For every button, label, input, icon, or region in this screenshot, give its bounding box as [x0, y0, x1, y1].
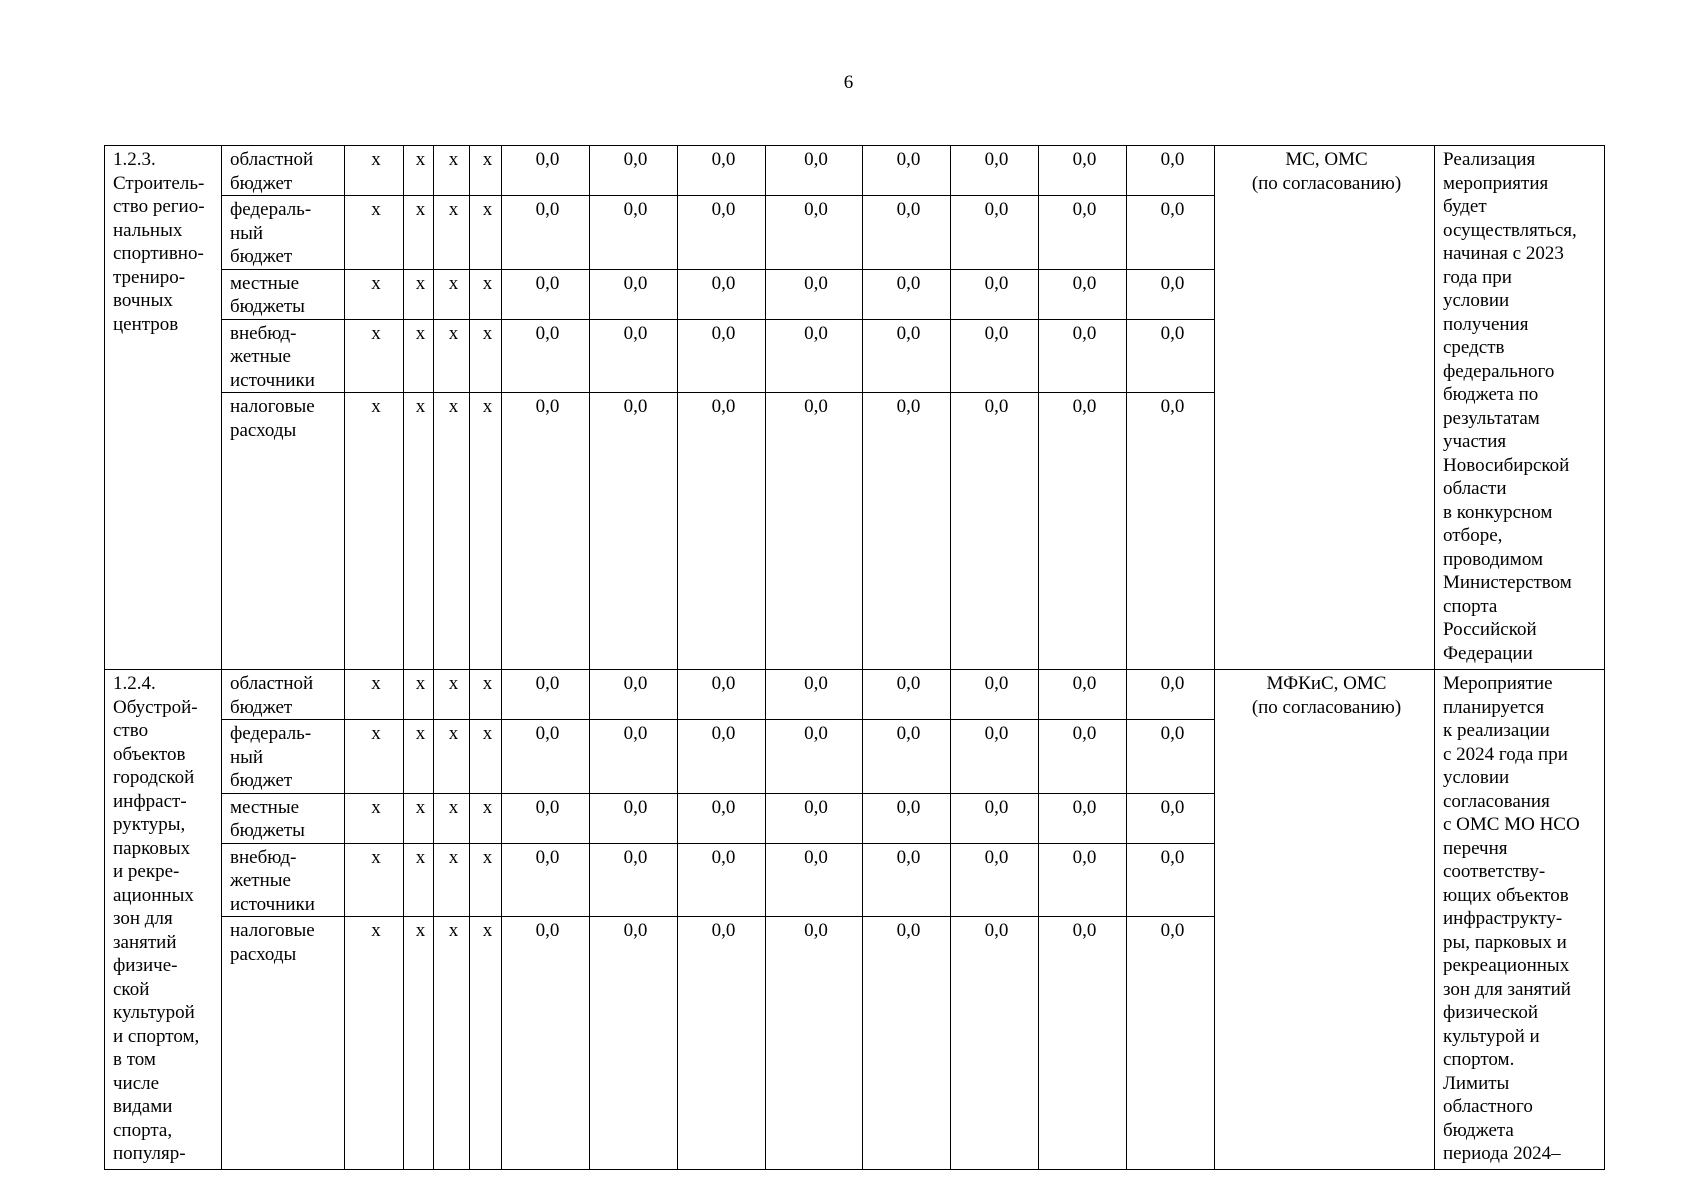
- not-applicable-cell: [345, 917, 404, 1170]
- amount-cell: [502, 793, 590, 843]
- not-applicable-cell-text: х: [482, 920, 493, 941]
- amount-cell: [678, 146, 766, 196]
- amount-cell: [678, 269, 766, 319]
- amount-cell: [766, 393, 863, 670]
- budget-table: [104, 145, 1605, 1170]
- amount-cell: [678, 917, 766, 1170]
- not-applicable-cell-text: х: [415, 396, 426, 417]
- not-applicable-cell: [404, 917, 434, 1170]
- not-applicable-cell: [434, 843, 470, 917]
- not-applicable-cell: [470, 843, 502, 917]
- not-applicable-cell: [404, 393, 434, 670]
- amount-cell-text: 0,0: [804, 673, 828, 694]
- not-applicable-cell-text: х: [415, 272, 426, 294]
- not-applicable-cell: [470, 146, 502, 196]
- not-applicable-cell: [470, 269, 502, 319]
- amount-cell: [590, 843, 678, 917]
- note-cell: [1435, 146, 1605, 670]
- not-applicable-cell: [345, 670, 404, 720]
- amount-cell-text: 0,0: [896, 272, 921, 294]
- funding-source-cell-text: налоговые расходы: [230, 920, 315, 965]
- amount-cell-text: 0,0: [984, 322, 1009, 344]
- not-applicable-cell-text: х: [371, 149, 381, 170]
- amount-cell-text: 0,0: [535, 322, 560, 344]
- amount-cell: [1039, 917, 1127, 1170]
- amount-cell-text: 0,0: [1072, 322, 1097, 344]
- amount-cell-text: 0,0: [535, 272, 560, 294]
- amount-cell: [590, 269, 678, 319]
- not-applicable-cell-text: х: [448, 396, 459, 417]
- not-applicable-cell: [345, 269, 404, 319]
- not-applicable-cell-text: х: [371, 846, 381, 868]
- not-applicable-cell: [434, 917, 470, 1170]
- not-applicable-cell-text: х: [415, 796, 426, 818]
- amount-cell-text: 0,0: [623, 322, 648, 344]
- not-applicable-cell-text: х: [371, 396, 381, 417]
- amount-cell-text: 0,0: [804, 846, 828, 868]
- amount-cell-text: 0,0: [984, 920, 1009, 941]
- amount-cell-text: 0,0: [711, 149, 736, 170]
- amount-cell-text: 0,0: [896, 723, 921, 744]
- amount-cell: [863, 793, 951, 843]
- not-applicable-cell-text: х: [415, 846, 426, 868]
- amount-cell: [951, 393, 1039, 670]
- funding-source-cell-text: федераль- ный бюджет: [230, 723, 312, 791]
- amount-cell-text: 0,0: [896, 199, 921, 220]
- amount-cell-text: 0,0: [1160, 920, 1185, 941]
- amount-cell-text: 0,0: [623, 920, 648, 941]
- responsible-cell-text: МС, ОМС (по согласованию): [1251, 149, 1402, 194]
- not-applicable-cell: [470, 670, 502, 720]
- amount-cell-text: 0,0: [896, 396, 921, 417]
- amount-cell: [1039, 319, 1127, 393]
- note-cell-text: Реализация мероприятия будет осуществляться, начиная с 2023 года при условии получения средств федерального бюджета по результатам участия Новосибирской области в конкурсном отборе, проводимом Министерством спорта Российской Федерации: [1443, 149, 1577, 664]
- amount-cell-text: 0,0: [804, 199, 828, 220]
- amount-cell: [502, 670, 590, 720]
- funding-source-cell-text: областной бюджет: [230, 149, 314, 194]
- amount-cell-text: 0,0: [1072, 149, 1097, 170]
- amount-cell: [678, 319, 766, 393]
- amount-cell: [502, 393, 590, 670]
- not-applicable-cell-text: х: [448, 796, 459, 818]
- table-row: [105, 146, 1605, 196]
- amount-cell-text: 0,0: [711, 272, 736, 294]
- amount-cell-text: 0,0: [804, 723, 828, 744]
- amount-cell-text: 0,0: [984, 272, 1009, 294]
- not-applicable-cell: [404, 319, 434, 393]
- amount-cell-text: 0,0: [711, 673, 736, 694]
- item-name-cell-text: 1.2.4. Обустрой- ство объектов городской инфраст- руктуры, парковых и рекре- ационных зон для занятий физиче- ской культурой и спортом, в том числе видами спорта, популяр-: [113, 673, 200, 1164]
- amount-cell: [766, 843, 863, 917]
- not-applicable-cell-text: х: [482, 149, 493, 170]
- amount-cell: [678, 843, 766, 917]
- amount-cell-text: 0,0: [1072, 673, 1097, 694]
- amount-cell: [951, 793, 1039, 843]
- not-applicable-cell: [434, 196, 470, 270]
- not-applicable-cell-text: х: [371, 199, 381, 220]
- not-applicable-cell: [345, 843, 404, 917]
- amount-cell-text: 0,0: [1072, 723, 1097, 744]
- amount-cell-text: 0,0: [1072, 199, 1097, 220]
- not-applicable-cell-text: х: [415, 673, 426, 694]
- not-applicable-cell-text: х: [371, 796, 381, 818]
- item-name-cell: [105, 146, 222, 670]
- amount-cell-text: 0,0: [984, 673, 1009, 694]
- not-applicable-cell-text: х: [482, 723, 493, 744]
- amount-cell-text: 0,0: [984, 199, 1009, 220]
- amount-cell: [502, 917, 590, 1170]
- amount-cell: [863, 146, 951, 196]
- amount-cell-text: 0,0: [1072, 396, 1097, 417]
- amount-cell-text: 0,0: [984, 149, 1009, 170]
- amount-cell-text: 0,0: [623, 673, 648, 694]
- amount-cell-text: 0,0: [711, 322, 736, 344]
- item-name-cell-text: 1.2.3. Строитель- ство регио- нальных спортивно- трениро- вочных центров: [113, 149, 205, 335]
- amount-cell-text: 0,0: [535, 149, 560, 170]
- amount-cell-text: 0,0: [1160, 723, 1185, 744]
- not-applicable-cell: [345, 196, 404, 270]
- amount-cell-text: 0,0: [804, 322, 828, 344]
- amount-cell: [678, 670, 766, 720]
- amount-cell-text: 0,0: [711, 920, 736, 941]
- not-applicable-cell: [470, 793, 502, 843]
- not-applicable-cell-text: х: [415, 149, 426, 170]
- amount-cell-text: 0,0: [623, 796, 648, 818]
- amount-cell: [951, 319, 1039, 393]
- amount-cell: [766, 146, 863, 196]
- funding-source-cell: [222, 393, 345, 670]
- not-applicable-cell-text: х: [482, 396, 493, 417]
- amount-cell: [951, 269, 1039, 319]
- amount-cell-text: 0,0: [1072, 846, 1097, 868]
- amount-cell: [1127, 793, 1215, 843]
- amount-cell-text: 0,0: [623, 149, 648, 170]
- not-applicable-cell-text: х: [448, 920, 459, 941]
- amount-cell-text: 0,0: [804, 149, 828, 170]
- amount-cell-text: 0,0: [1160, 673, 1185, 694]
- funding-source-cell: [222, 720, 345, 794]
- amount-cell: [1127, 319, 1215, 393]
- amount-cell-text: 0,0: [623, 396, 648, 417]
- amount-cell-text: 0,0: [1160, 322, 1185, 344]
- amount-cell: [951, 146, 1039, 196]
- not-applicable-cell: [470, 393, 502, 670]
- not-applicable-cell-text: х: [415, 723, 426, 744]
- amount-cell: [951, 843, 1039, 917]
- not-applicable-cell: [404, 196, 434, 270]
- amount-cell: [1127, 196, 1215, 270]
- amount-cell-text: 0,0: [1072, 920, 1097, 941]
- amount-cell-text: 0,0: [711, 846, 736, 868]
- amount-cell-text: 0,0: [1072, 272, 1097, 294]
- funding-source-cell-text: местные бюджеты: [230, 796, 305, 841]
- not-applicable-cell: [434, 720, 470, 794]
- not-applicable-cell: [434, 670, 470, 720]
- amount-cell: [590, 146, 678, 196]
- responsible-cell: [1215, 146, 1435, 670]
- not-applicable-cell-text: х: [448, 723, 459, 744]
- amount-cell-text: 0,0: [711, 723, 736, 744]
- amount-cell: [1127, 670, 1215, 720]
- amount-cell: [863, 196, 951, 270]
- amount-cell: [1039, 393, 1127, 670]
- amount-cell: [766, 793, 863, 843]
- not-applicable-cell: [345, 319, 404, 393]
- not-applicable-cell-text: х: [482, 272, 493, 294]
- amount-cell-text: 0,0: [623, 199, 648, 220]
- amount-cell: [502, 843, 590, 917]
- amount-cell: [678, 196, 766, 270]
- table-row: [105, 670, 1605, 720]
- amount-cell: [1127, 146, 1215, 196]
- not-applicable-cell: [470, 917, 502, 1170]
- amount-cell-text: 0,0: [804, 272, 828, 294]
- amount-cell: [1127, 269, 1215, 319]
- amount-cell: [678, 793, 766, 843]
- amount-cell-text: 0,0: [896, 796, 921, 818]
- amount-cell: [766, 670, 863, 720]
- amount-cell: [863, 319, 951, 393]
- amount-cell: [590, 670, 678, 720]
- amount-cell: [863, 843, 951, 917]
- amount-cell-text: 0,0: [984, 396, 1009, 417]
- not-applicable-cell-text: х: [448, 272, 459, 294]
- amount-cell: [1127, 843, 1215, 917]
- amount-cell-text: 0,0: [535, 723, 560, 744]
- amount-cell: [1039, 269, 1127, 319]
- not-applicable-cell: [434, 793, 470, 843]
- amount-cell: [590, 793, 678, 843]
- funding-source-cell-text: налоговые расходы: [230, 396, 315, 441]
- funding-source-cell: [222, 670, 345, 720]
- not-applicable-cell: [434, 319, 470, 393]
- amount-cell-text: 0,0: [984, 846, 1009, 868]
- not-applicable-cell: [470, 319, 502, 393]
- funding-source-cell-text: федераль- ный бюджет: [230, 199, 312, 267]
- funding-source-cell: [222, 196, 345, 270]
- funding-source-cell: [222, 319, 345, 393]
- amount-cell: [1127, 720, 1215, 794]
- amount-cell: [1039, 720, 1127, 794]
- not-applicable-cell-text: х: [415, 199, 426, 220]
- responsible-cell: [1215, 670, 1435, 1170]
- amount-cell-text: 0,0: [896, 920, 921, 941]
- amount-cell: [1127, 917, 1215, 1170]
- amount-cell-text: 0,0: [711, 199, 736, 220]
- amount-cell: [502, 319, 590, 393]
- not-applicable-cell-text: х: [482, 673, 493, 694]
- not-applicable-cell-text: х: [371, 673, 381, 694]
- amount-cell-text: 0,0: [535, 796, 560, 818]
- not-applicable-cell: [404, 269, 434, 319]
- amount-cell-text: 0,0: [896, 673, 921, 694]
- amount-cell-text: 0,0: [1160, 846, 1185, 868]
- amount-cell-text: 0,0: [984, 796, 1009, 818]
- not-applicable-cell-text: х: [448, 322, 459, 344]
- amount-cell: [863, 670, 951, 720]
- amount-cell: [1127, 393, 1215, 670]
- amount-cell: [590, 720, 678, 794]
- not-applicable-cell-text: х: [371, 322, 381, 344]
- amount-cell: [502, 146, 590, 196]
- not-applicable-cell-text: х: [371, 723, 381, 744]
- responsible-cell-text: МФКиС, ОМС (по согласованию): [1251, 673, 1402, 718]
- not-applicable-cell: [404, 843, 434, 917]
- amount-cell: [1039, 843, 1127, 917]
- not-applicable-cell-text: х: [371, 272, 381, 294]
- amount-cell-text: 0,0: [1072, 796, 1097, 818]
- amount-cell-text: 0,0: [804, 796, 828, 818]
- amount-cell: [951, 670, 1039, 720]
- amount-cell: [766, 196, 863, 270]
- not-applicable-cell-text: х: [482, 846, 493, 868]
- not-applicable-cell: [434, 269, 470, 319]
- amount-cell: [590, 917, 678, 1170]
- not-applicable-cell: [434, 146, 470, 196]
- not-applicable-cell: [404, 793, 434, 843]
- not-applicable-cell: [345, 393, 404, 670]
- not-applicable-cell: [345, 720, 404, 794]
- amount-cell: [1039, 793, 1127, 843]
- amount-cell: [951, 196, 1039, 270]
- amount-cell: [590, 393, 678, 670]
- not-applicable-cell-text: х: [482, 199, 493, 220]
- not-applicable-cell-text: х: [448, 673, 459, 694]
- amount-cell: [502, 196, 590, 270]
- page-number: 6: [843, 72, 854, 93]
- amount-cell: [766, 319, 863, 393]
- amount-cell: [590, 319, 678, 393]
- not-applicable-cell-text: х: [415, 322, 426, 344]
- amount-cell-text: 0,0: [711, 796, 736, 818]
- amount-cell: [951, 917, 1039, 1170]
- amount-cell-text: 0,0: [623, 272, 648, 294]
- not-applicable-cell-text: х: [448, 199, 459, 220]
- not-applicable-cell: [434, 393, 470, 670]
- amount-cell: [502, 269, 590, 319]
- funding-source-cell-text: областной бюджет: [230, 673, 314, 718]
- not-applicable-cell: [404, 720, 434, 794]
- amount-cell-text: 0,0: [1160, 199, 1185, 220]
- amount-cell: [766, 720, 863, 794]
- funding-source-cell-text: местные бюджеты: [230, 272, 305, 317]
- amount-cell-text: 0,0: [623, 723, 648, 744]
- not-applicable-cell: [404, 670, 434, 720]
- amount-cell: [678, 720, 766, 794]
- funding-source-cell: [222, 843, 345, 917]
- not-applicable-cell: [345, 793, 404, 843]
- amount-cell: [766, 269, 863, 319]
- amount-cell: [766, 917, 863, 1170]
- amount-cell-text: 0,0: [984, 723, 1009, 744]
- amount-cell: [590, 196, 678, 270]
- amount-cell-text: 0,0: [711, 396, 736, 417]
- amount-cell-text: 0,0: [896, 149, 921, 170]
- funding-source-cell: [222, 269, 345, 319]
- not-applicable-cell-text: х: [448, 149, 459, 170]
- funding-source-cell-text: внебюд- жетные источники: [230, 846, 315, 915]
- not-applicable-cell-text: х: [448, 846, 459, 868]
- amount-cell: [502, 720, 590, 794]
- not-applicable-cell-text: х: [415, 920, 426, 941]
- amount-cell: [863, 393, 951, 670]
- amount-cell: [863, 720, 951, 794]
- amount-cell: [678, 393, 766, 670]
- amount-cell: [951, 720, 1039, 794]
- amount-cell-text: 0,0: [1160, 149, 1185, 170]
- item-name-cell: [105, 670, 222, 1170]
- amount-cell-text: 0,0: [535, 846, 560, 868]
- amount-cell-text: 0,0: [896, 322, 921, 344]
- amount-cell-text: 0,0: [1160, 272, 1185, 294]
- not-applicable-cell: [470, 720, 502, 794]
- note-cell: [1435, 670, 1605, 1170]
- not-applicable-cell: [404, 146, 434, 196]
- amount-cell-text: 0,0: [535, 673, 560, 694]
- funding-source-cell: [222, 146, 345, 196]
- amount-cell-text: 0,0: [1160, 796, 1185, 818]
- amount-cell-text: 0,0: [535, 199, 560, 220]
- amount-cell-text: 0,0: [623, 846, 648, 868]
- amount-cell: [1039, 146, 1127, 196]
- not-applicable-cell: [470, 196, 502, 270]
- funding-source-cell-text: внебюд- жетные источники: [230, 322, 315, 391]
- amount-cell-text: 0,0: [804, 920, 828, 941]
- note-cell-text: Мероприятие планируется к реализации с 2024 года при условии согласования с ОМС МО НСО перечня соответству- ющих объектов инфраструкту- ры, парковых и рекреационных зон для занятий физической культурой и спортом. Лимиты областного бюджета периода 2024–: [1443, 673, 1580, 1164]
- not-applicable-cell-text: х: [482, 322, 493, 344]
- funding-source-cell: [222, 793, 345, 843]
- amount-cell-text: 0,0: [896, 846, 921, 868]
- amount-cell-text: 0,0: [804, 396, 828, 417]
- amount-cell-text: 0,0: [1160, 396, 1185, 417]
- amount-cell: [863, 917, 951, 1170]
- amount-cell-text: 0,0: [535, 920, 560, 941]
- amount-cell: [863, 269, 951, 319]
- not-applicable-cell-text: х: [482, 796, 493, 818]
- amount-cell: [1039, 196, 1127, 270]
- not-applicable-cell-text: х: [371, 920, 381, 941]
- amount-cell: [1039, 670, 1127, 720]
- not-applicable-cell: [345, 146, 404, 196]
- amount-cell-text: 0,0: [535, 396, 560, 417]
- funding-source-cell: [222, 917, 345, 1170]
